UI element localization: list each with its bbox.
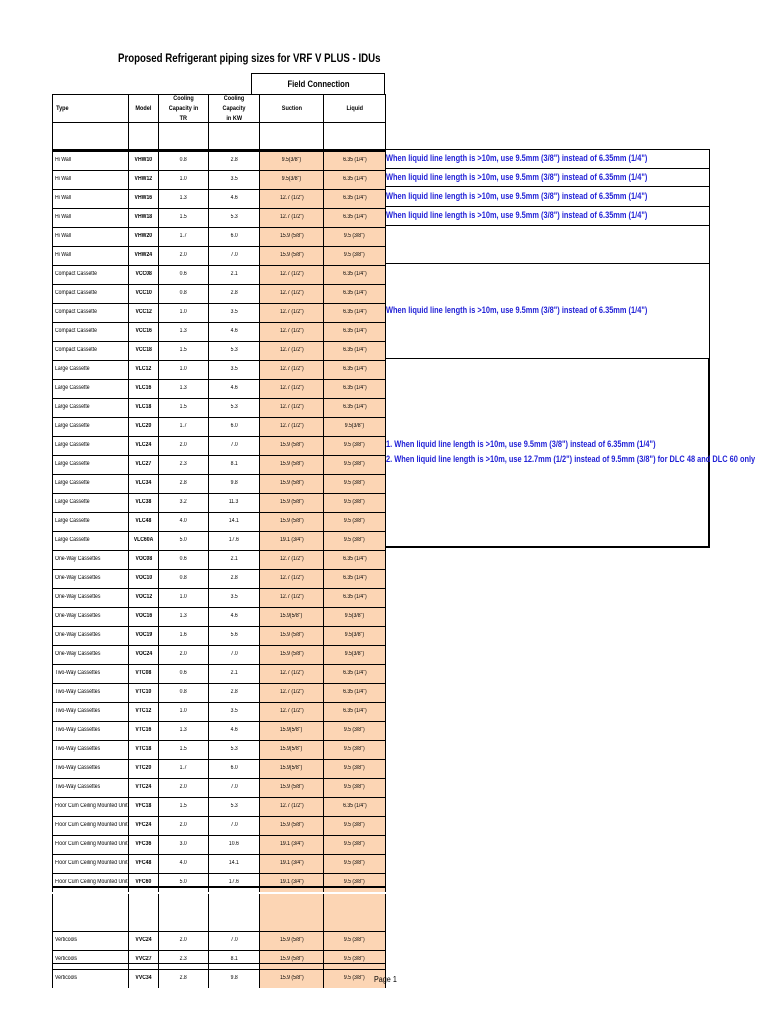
cell-suction: 12.7 (1/2") (259, 702, 323, 721)
cell-capacity-tr: 4.0 (158, 854, 208, 873)
cell-capacity-kw: 9.8 (208, 474, 259, 493)
cell-capacity-kw: 5.3 (208, 740, 259, 759)
cell-suction: 12.7 (1/2") (259, 189, 323, 208)
cell-liquid: 9.5 (3/8") (323, 227, 386, 246)
cell-capacity-kw: 17.6 (208, 873, 259, 892)
cell-liquid: 6.35 (1/4") (323, 398, 386, 417)
cell-type: Compact Cassette (52, 322, 128, 341)
cell-liquid: 9.5 (3/8") (323, 873, 386, 892)
cell-capacity-tr: 1.0 (158, 702, 208, 721)
cell-model: VTC10 (128, 683, 158, 702)
cell-capacity-tr: 2.3 (158, 455, 208, 474)
cell-type: Large Cassette (52, 417, 128, 436)
cell-type: Large Cassette (52, 531, 128, 550)
cell-model: VCC08 (128, 265, 158, 284)
cell-liquid: 9.5 (3/8") (323, 740, 386, 759)
cell-liquid: 9.5 (3/8") (323, 493, 386, 512)
cell-suction: 9.5(3/8") (259, 170, 323, 189)
cell-type: Floor Cum Ceiling Mounted Unit (52, 797, 128, 816)
header-model: Model (128, 94, 158, 122)
spacer-cell (208, 894, 259, 931)
cell-model: VTC20 (128, 759, 158, 778)
cell-suction: 15.9 (5/8") (259, 645, 323, 664)
cell-suction: 12.7 (1/2") (259, 265, 323, 284)
cell-capacity-tr: 2.3 (158, 950, 208, 969)
cell-liquid: 6.35 (1/4") (323, 322, 386, 341)
cell-type: Verticools (52, 969, 128, 988)
cell-type: Hi Wall (52, 189, 128, 208)
cell-type: Large Cassette (52, 512, 128, 531)
cell-model: VFC60 (128, 873, 158, 892)
cell-type: Two-Way Cassettes (52, 721, 128, 740)
note-hiwall-3: When liquid line length is >10m, use 9.5mm (3/8") instead of 6.35mm (1/4") (386, 191, 648, 202)
cell-suction: 15.9 (5/8") (259, 474, 323, 493)
cell-model: VOC19 (128, 626, 158, 645)
cell-capacity-tr: 0.8 (158, 569, 208, 588)
cell-type: One-Way Cassettes (52, 626, 128, 645)
cell-model: VVC34 (128, 969, 158, 988)
cell-capacity-kw: 11.3 (208, 493, 259, 512)
header-suction: Suction (259, 94, 323, 122)
cell-capacity-kw: 14.1 (208, 512, 259, 531)
cell-suction: 15.9 (5/8") (259, 626, 323, 645)
cell-model: VLC34 (128, 474, 158, 493)
cell-capacity-tr: 1.7 (158, 227, 208, 246)
cell-capacity-kw: 10.6 (208, 835, 259, 854)
cell-type: One-Way Cassettes (52, 588, 128, 607)
cell-capacity-tr: 1.7 (158, 417, 208, 436)
spacer-cell (128, 894, 158, 931)
cell-model: VFC48 (128, 854, 158, 873)
cell-type: Hi Wall (52, 170, 128, 189)
cell-suction: 12.7 (1/2") (259, 303, 323, 322)
cell-capacity-tr: 1.0 (158, 170, 208, 189)
cell-capacity-kw: 2.1 (208, 550, 259, 569)
cell-capacity-kw: 3.5 (208, 170, 259, 189)
cell-liquid: 6.35 (1/4") (323, 189, 386, 208)
cell-suction: 15.9 (5/8") (259, 246, 323, 265)
cell-suction: 15.9 (5/8") (259, 931, 323, 950)
header-type: Type (52, 94, 128, 122)
cell-capacity-tr: 0.8 (158, 683, 208, 702)
cell-suction: 15.9(5/8") (259, 607, 323, 626)
page-number: Page 1 (374, 975, 397, 984)
note-hiwall-2: When liquid line length is >10m, use 9.5mm (3/8") instead of 6.35mm (1/4") (386, 172, 648, 183)
cell-capacity-kw: 7.0 (208, 816, 259, 835)
cell-capacity-kw: 4.6 (208, 607, 259, 626)
cell-model: VCC16 (128, 322, 158, 341)
cell-capacity-tr: 2.0 (158, 816, 208, 835)
cell-liquid: 6.35 (1/4") (323, 360, 386, 379)
cell-liquid: 9.5(3/8") (323, 645, 386, 664)
cell-liquid: 6.35 (1/4") (323, 379, 386, 398)
cell-model: VLC48 (128, 512, 158, 531)
cell-type: Two-Way Cassettes (52, 683, 128, 702)
cell-liquid: 6.35 (1/4") (323, 284, 386, 303)
spacer-cell (52, 894, 128, 931)
cell-capacity-kw: 2.8 (208, 683, 259, 702)
cell-liquid: 9.5 (3/8") (323, 835, 386, 854)
cell-type: Large Cassette (52, 493, 128, 512)
cell-capacity-tr: 5.0 (158, 873, 208, 892)
cell-model: VVC24 (128, 931, 158, 950)
cell-suction: 19.1 (3/4") (259, 531, 323, 550)
cell-capacity-kw: 8.1 (208, 455, 259, 474)
cell-model: VHW20 (128, 227, 158, 246)
cell-type: Floor Cum Ceiling Mounted Unit (52, 854, 128, 873)
cell-suction: 15.9 (5/8") (259, 969, 323, 988)
cell-capacity-tr: 0.6 (158, 550, 208, 569)
cell-liquid: 9.5 (3/8") (323, 969, 386, 988)
cell-capacity-tr: 2.0 (158, 778, 208, 797)
spacer-cell (52, 122, 128, 149)
cell-suction: 19.1 (3/4") (259, 835, 323, 854)
cell-type: Verticools (52, 950, 128, 969)
cell-suction: 15.9 (5/8") (259, 493, 323, 512)
spacer-cell (259, 122, 323, 149)
cell-liquid: 6.35 (1/4") (323, 588, 386, 607)
cell-liquid: 9.5 (3/8") (323, 455, 386, 474)
cell-type: Hi Wall (52, 208, 128, 227)
cell-capacity-kw: 6.0 (208, 227, 259, 246)
spacer-cell (323, 894, 386, 931)
cell-model: VOC10 (128, 569, 158, 588)
cell-capacity-tr: 4.0 (158, 512, 208, 531)
cell-liquid: 6.35 (1/4") (323, 797, 386, 816)
cell-suction: 15.9 (5/8") (259, 436, 323, 455)
cell-liquid: 6.35 (1/4") (323, 550, 386, 569)
cell-type: Compact Cassette (52, 265, 128, 284)
cell-type: Hi Wall (52, 246, 128, 265)
cell-suction: 12.7 (1/2") (259, 569, 323, 588)
cell-liquid: 9.5 (3/8") (323, 854, 386, 873)
cell-type: One-Way Cassettes (52, 569, 128, 588)
cell-liquid: 9.5 (3/8") (323, 246, 386, 265)
cell-liquid: 9.5 (3/8") (323, 816, 386, 835)
cell-capacity-tr: 0.6 (158, 265, 208, 284)
cell-liquid: 6.35 (1/4") (323, 683, 386, 702)
cell-capacity-tr: 0.8 (158, 284, 208, 303)
cell-capacity-tr: 3.2 (158, 493, 208, 512)
cell-capacity-kw: 6.0 (208, 759, 259, 778)
cell-type: Verticools (52, 931, 128, 950)
cell-suction: 15.9 (5/8") (259, 227, 323, 246)
cell-capacity-kw: 5.3 (208, 208, 259, 227)
cell-capacity-kw: 2.8 (208, 284, 259, 303)
cell-model: VHW10 (128, 151, 158, 170)
cell-type: Two-Way Cassettes (52, 702, 128, 721)
header-liquid: Liquid (323, 94, 386, 122)
cell-model: VFC24 (128, 816, 158, 835)
cell-model: VCC18 (128, 341, 158, 360)
cell-liquid: 6.35 (1/4") (323, 151, 386, 170)
cell-liquid: 6.35 (1/4") (323, 303, 386, 322)
cell-suction: 12.7 (1/2") (259, 208, 323, 227)
note-compact-cassette: When liquid line length is >10m, use 9.5mm (3/8") instead of 6.35mm (1/4") (386, 305, 648, 316)
cell-model: VHW18 (128, 208, 158, 227)
cell-capacity-tr: 1.7 (158, 759, 208, 778)
cell-capacity-tr: 1.6 (158, 626, 208, 645)
cell-capacity-kw: 14.1 (208, 854, 259, 873)
cell-type: Floor Cum Ceiling Mounted Unit (52, 835, 128, 854)
cell-capacity-kw: 3.5 (208, 702, 259, 721)
cell-liquid: 9.5 (3/8") (323, 474, 386, 493)
cell-model: VCC10 (128, 284, 158, 303)
cell-model: VFC36 (128, 835, 158, 854)
cell-capacity-kw: 7.0 (208, 246, 259, 265)
cell-suction: 12.7 (1/2") (259, 398, 323, 417)
cell-capacity-kw: 4.6 (208, 322, 259, 341)
cell-model: VLC60A (128, 531, 158, 550)
cell-capacity-kw: 3.5 (208, 360, 259, 379)
cell-model: VLC16 (128, 379, 158, 398)
cell-liquid: 6.35 (1/4") (323, 170, 386, 189)
cell-suction: 15.9(5/8") (259, 721, 323, 740)
cell-capacity-kw: 2.8 (208, 151, 259, 170)
cell-capacity-tr: 1.5 (158, 208, 208, 227)
cell-type: Hi Wall (52, 227, 128, 246)
header-capacity-kw: Cooling Capacity in KW (208, 94, 259, 122)
cell-suction: 15.9 (5/8") (259, 816, 323, 835)
cell-model: VHW12 (128, 170, 158, 189)
cell-type: Floor Cum Ceiling Mounted Unit (52, 816, 128, 835)
cell-capacity-tr: 1.3 (158, 322, 208, 341)
cell-type: Compact Cassette (52, 284, 128, 303)
spacer-cell (158, 122, 208, 149)
cell-type: Two-Way Cassettes (52, 759, 128, 778)
cell-capacity-kw: 2.1 (208, 664, 259, 683)
cell-type: Two-Way Cassettes (52, 740, 128, 759)
note-hiwall-4: When liquid line length is >10m, use 9.5mm (3/8") instead of 6.35mm (1/4") (386, 210, 648, 221)
cell-suction: 15.9 (5/8") (259, 455, 323, 474)
cell-model: VTC12 (128, 702, 158, 721)
cell-capacity-tr: 1.0 (158, 360, 208, 379)
cell-capacity-tr: 0.6 (158, 664, 208, 683)
cell-model: VTC08 (128, 664, 158, 683)
cell-liquid: 6.35 (1/4") (323, 702, 386, 721)
cell-model: VLC27 (128, 455, 158, 474)
cell-type: Compact Cassette (52, 303, 128, 322)
cell-type: Hi Wall (52, 151, 128, 170)
cell-suction: 19.1 (3/4") (259, 854, 323, 873)
cell-liquid: 6.35 (1/4") (323, 265, 386, 284)
cell-capacity-tr: 1.3 (158, 379, 208, 398)
cell-model: VHW16 (128, 189, 158, 208)
cell-model: VLC38 (128, 493, 158, 512)
cell-liquid: 9.5 (3/8") (323, 531, 386, 550)
spacer-cell (128, 122, 158, 149)
cell-liquid: 6.35 (1/4") (323, 664, 386, 683)
cell-liquid: 9.5 (3/8") (323, 512, 386, 531)
cell-suction: 15.9(5/8") (259, 740, 323, 759)
cell-type: Two-Way Cassettes (52, 778, 128, 797)
cell-capacity-tr: 1.3 (158, 721, 208, 740)
cell-model: VOC08 (128, 550, 158, 569)
cell-suction: 15.9 (5/8") (259, 512, 323, 531)
cell-liquid: 9.5(3/8") (323, 417, 386, 436)
cell-capacity-tr: 2.0 (158, 645, 208, 664)
cell-suction: 12.7 (1/2") (259, 341, 323, 360)
cell-capacity-kw: 7.0 (208, 436, 259, 455)
cell-suction: 9.5(3/8") (259, 151, 323, 170)
spacer-cell (323, 122, 386, 149)
cell-liquid: 9.5 (3/8") (323, 436, 386, 455)
cell-type: Two-Way Cassettes (52, 664, 128, 683)
cell-capacity-tr: 1.5 (158, 341, 208, 360)
cell-capacity-kw: 2.8 (208, 569, 259, 588)
cell-type: Large Cassette (52, 474, 128, 493)
cell-capacity-kw: 3.5 (208, 588, 259, 607)
cell-capacity-tr: 1.3 (158, 189, 208, 208)
cell-capacity-tr: 3.0 (158, 835, 208, 854)
cell-model: VOC24 (128, 645, 158, 664)
cell-model: VTC18 (128, 740, 158, 759)
cell-model: VLC24 (128, 436, 158, 455)
cell-liquid: 6.35 (1/4") (323, 341, 386, 360)
cell-model: VLC20 (128, 417, 158, 436)
cell-capacity-tr: 1.5 (158, 797, 208, 816)
cell-model: VTC24 (128, 778, 158, 797)
note-large-cassette-1: 1. When liquid line length is >10m, use 9.5mm (3/8") instead of 6.35mm (1/4") (386, 439, 656, 450)
cell-capacity-kw: 17.6 (208, 531, 259, 550)
cell-capacity-kw: 2.1 (208, 265, 259, 284)
cell-capacity-kw: 3.5 (208, 303, 259, 322)
cell-suction: 12.7 (1/2") (259, 284, 323, 303)
cell-capacity-tr: 1.5 (158, 740, 208, 759)
cell-type: Floor Cum Ceiling Mounted Unit (52, 873, 128, 892)
cell-capacity-tr: 5.0 (158, 531, 208, 550)
cell-type: Compact Cassette (52, 341, 128, 360)
notes-box-large (385, 358, 710, 548)
cell-suction: 12.7 (1/2") (259, 664, 323, 683)
cell-suction: 15.9 (5/8") (259, 950, 323, 969)
cell-model: VOC16 (128, 607, 158, 626)
cell-capacity-kw: 7.0 (208, 778, 259, 797)
cell-model: VTC16 (128, 721, 158, 740)
spacer-cell (158, 894, 208, 931)
field-connection-header: Field Connection (251, 73, 385, 94)
cell-capacity-kw: 5.3 (208, 797, 259, 816)
cell-capacity-kw: 4.6 (208, 721, 259, 740)
cell-capacity-tr: 1.0 (158, 303, 208, 322)
cell-capacity-kw: 5.6 (208, 626, 259, 645)
spacer-cell (259, 894, 323, 931)
cell-liquid: 9.5(3/8") (323, 607, 386, 626)
cell-suction: 12.7 (1/2") (259, 417, 323, 436)
cell-capacity-tr: 2.8 (158, 969, 208, 988)
cell-model: VVC27 (128, 950, 158, 969)
cell-suction: 19.1 (3/4") (259, 873, 323, 892)
cell-type: One-Way Cassettes (52, 607, 128, 626)
page-title: Proposed Refrigerant piping sizes for VRF V PLUS - IDUs (118, 53, 381, 65)
spacer-cell (208, 122, 259, 149)
cell-liquid: 9.5(3/8") (323, 626, 386, 645)
cell-type: Large Cassette (52, 398, 128, 417)
cell-capacity-kw: 5.3 (208, 398, 259, 417)
cell-model: VFC18 (128, 797, 158, 816)
header-capacity-tr: Cooling Capacity in TR (158, 94, 208, 122)
cell-capacity-tr: 2.0 (158, 931, 208, 950)
cell-liquid: 6.35 (1/4") (323, 208, 386, 227)
cell-capacity-kw: 7.0 (208, 645, 259, 664)
cell-suction: 12.7 (1/2") (259, 588, 323, 607)
cell-suction: 12.7 (1/2") (259, 797, 323, 816)
cell-type: One-Way Cassettes (52, 550, 128, 569)
cell-suction: 12.7 (1/2") (259, 379, 323, 398)
cell-model: VOC12 (128, 588, 158, 607)
cell-capacity-kw: 6.0 (208, 417, 259, 436)
cell-liquid: 9.5 (3/8") (323, 778, 386, 797)
cell-model: VCC12 (128, 303, 158, 322)
cell-type: Large Cassette (52, 379, 128, 398)
cell-capacity-kw: 8.1 (208, 950, 259, 969)
cell-liquid: 9.5 (3/8") (323, 759, 386, 778)
note-large-cassette-2: 2. When liquid line length is >10m, use 12.7mm (1/2") instead of 9.5mm (3/8") for DLC 48 and DLC 60 only (386, 454, 756, 465)
cell-type: Large Cassette (52, 455, 128, 474)
cell-type: One-Way Cassettes (52, 645, 128, 664)
table-separator (52, 886, 385, 888)
cell-liquid: 9.5 (3/8") (323, 931, 386, 950)
cell-capacity-kw: 5.3 (208, 341, 259, 360)
cell-suction: 12.7 (1/2") (259, 360, 323, 379)
cell-type: Large Cassette (52, 360, 128, 379)
note-hiwall-1: When liquid line length is >10m, use 9.5mm (3/8") instead of 6.35mm (1/4") (386, 153, 648, 164)
cell-suction: 12.7 (1/2") (259, 322, 323, 341)
cell-capacity-kw: 9.8 (208, 969, 259, 988)
cell-model: VLC18 (128, 398, 158, 417)
cell-liquid: 9.5 (3/8") (323, 721, 386, 740)
table-bottom-border (52, 963, 385, 964)
table-separator (52, 149, 385, 151)
cell-capacity-tr: 2.8 (158, 474, 208, 493)
cell-capacity-kw: 4.6 (208, 189, 259, 208)
cell-capacity-kw: 4.6 (208, 379, 259, 398)
cell-suction: 12.7 (1/2") (259, 683, 323, 702)
cell-capacity-tr: 1.3 (158, 607, 208, 626)
cell-type: Large Cassette (52, 436, 128, 455)
cell-suction: 15.9(5/8") (259, 759, 323, 778)
cell-model: VHW24 (128, 246, 158, 265)
cell-capacity-tr: 2.0 (158, 246, 208, 265)
cell-liquid: 9.5 (3/8") (323, 950, 386, 969)
cell-model: VLC12 (128, 360, 158, 379)
cell-liquid: 6.35 (1/4") (323, 569, 386, 588)
cell-capacity-tr: 1.0 (158, 588, 208, 607)
cell-capacity-tr: 1.5 (158, 398, 208, 417)
cell-suction: 12.7 (1/2") (259, 550, 323, 569)
cell-capacity-tr: 0.8 (158, 151, 208, 170)
cell-capacity-tr: 2.0 (158, 436, 208, 455)
cell-suction: 15.9 (5/8") (259, 778, 323, 797)
cell-capacity-kw: 7.0 (208, 931, 259, 950)
